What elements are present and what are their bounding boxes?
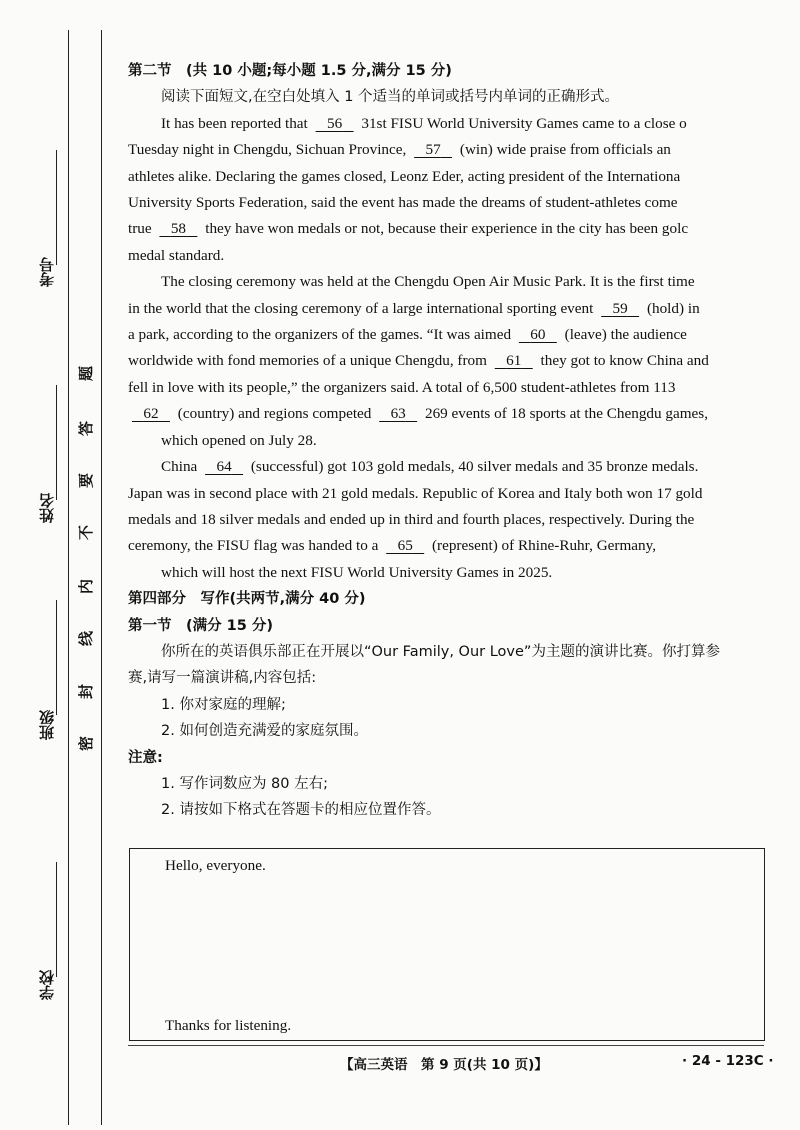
name-line xyxy=(56,385,57,500)
blank-58[interactable]: 58 xyxy=(170,220,187,238)
note-item-1: 1. 写作词数应为 80 左右; xyxy=(161,775,328,792)
page-content xyxy=(128,58,764,824)
blank-56[interactable]: 56 xyxy=(326,114,343,132)
class-label: 班级 xyxy=(38,710,56,740)
section-heading: 第二节 (共 10 小题;每小题 1.5 分,满分 15 分) xyxy=(128,63,452,79)
exam-number-line xyxy=(56,150,57,265)
part4-subheading: 第一节 (满分 15 分) xyxy=(128,617,274,634)
page-number: 【高三英语 第 9 页(共 10 页)】 xyxy=(340,1057,548,1073)
paragraph-2: The closing ceremony was held at the Chengdu Open Air Music Park. It is the first time in the world that the closing ceremony of a large international sporting event 59 (hold) in a park, according to the organizers of the games. “It was aimed 60 (leave) the audience worldwide with fond memories of a unique Chengdu, from 61 they got to know China and fell in love with its people,” the organizers said. A total of 6,500 student-athletes from 113 62 (country) and regions competed 63 269 events of 18 sports at the Chengdu games, which opened on July 28. xyxy=(128,273,709,449)
seal-char: 题 xyxy=(77,365,96,382)
exam-number-label: 考号 xyxy=(38,257,56,287)
seal-char: 不 xyxy=(77,524,96,541)
paragraph-3: China 64 (successful) got 103 gold medals, 40 silver medals and 35 bronze medals. Japan was in second place with 21 gold medals. Republic of Korea and Italy both won 17 gold medals and 18 silver medals and ended up in third and fourth places, respectively. During the ceremony, the FISU flag was handed to a 65 (represent) of Rhine-Ruhr, Germany, which will host the next FISU World University Games in 2025. xyxy=(128,454,764,586)
school-line xyxy=(56,862,57,977)
blank-59[interactable]: 59 xyxy=(612,299,628,317)
seal-char: 封 xyxy=(77,683,96,700)
note-heading: 注意: xyxy=(128,749,163,766)
school-label: 学校 xyxy=(38,970,56,1000)
task-item-2: 2. 如何创造充满爱的家庭氛围。 xyxy=(161,723,368,740)
seal-char: 内 xyxy=(77,578,96,595)
task-item-1: 1. 你对家庭的理解; xyxy=(161,696,286,713)
blank-62[interactable]: 62 xyxy=(143,405,159,423)
answer-box[interactable] xyxy=(129,848,765,1041)
binding-line-outer xyxy=(68,30,69,1125)
section-instruction: 阅读下面短文,在空白处填入 1 个适当的单词或括号内单词的正确形式。 xyxy=(161,89,620,106)
name-label: 姓名 xyxy=(38,493,56,523)
writing-task-cont: 赛,请写一篇演讲稿,内容包括: xyxy=(128,670,317,687)
part4-heading: 第四部分 写作(共两节,满分 40 分) xyxy=(128,591,366,608)
blank-60[interactable]: 60 xyxy=(530,326,546,344)
class-line xyxy=(56,600,57,715)
answer-end-text: Thanks for listening. xyxy=(165,1017,292,1034)
exam-code: · 24 - 123C · xyxy=(682,1053,774,1069)
blank-61[interactable]: 61 xyxy=(506,352,522,370)
seal-char: 密 xyxy=(77,735,96,752)
seal-char: 答 xyxy=(77,420,96,437)
paragraph-1: It has been reported that 56 31st FISU World University Games came to a close o Tuesday night in Chengdu, Sichuan Province, 57 (win) wide praise from officials an athletes alike. Declaring the games closed, Leonz Eder, acting president of the Internationa University Sports Federation, said the event has made the dreams of student-athletes come true 58 they have won medals or not, because their experience in the city has been golc medal standard. xyxy=(128,111,764,269)
answer-start-text: Hello, everyone. xyxy=(165,857,266,874)
writing-task: 你所在的英语俱乐部正在开展以“Our Family, Our Love”为主题的演讲比赛。你打算参 xyxy=(161,643,720,660)
blank-57[interactable]: 57 xyxy=(425,141,441,159)
seal-char: 线 xyxy=(77,630,96,647)
blank-64[interactable]: 64 xyxy=(216,458,232,476)
footer-divider xyxy=(128,1045,764,1046)
seal-char: 要 xyxy=(77,472,96,489)
note-item-2: 2. 请按如下格式在答题卡的相应位置作答。 xyxy=(161,802,441,819)
blank-65[interactable]: 65 xyxy=(397,537,413,555)
blank-63[interactable]: 63 xyxy=(390,405,406,423)
binding-line-inner xyxy=(101,30,102,1125)
